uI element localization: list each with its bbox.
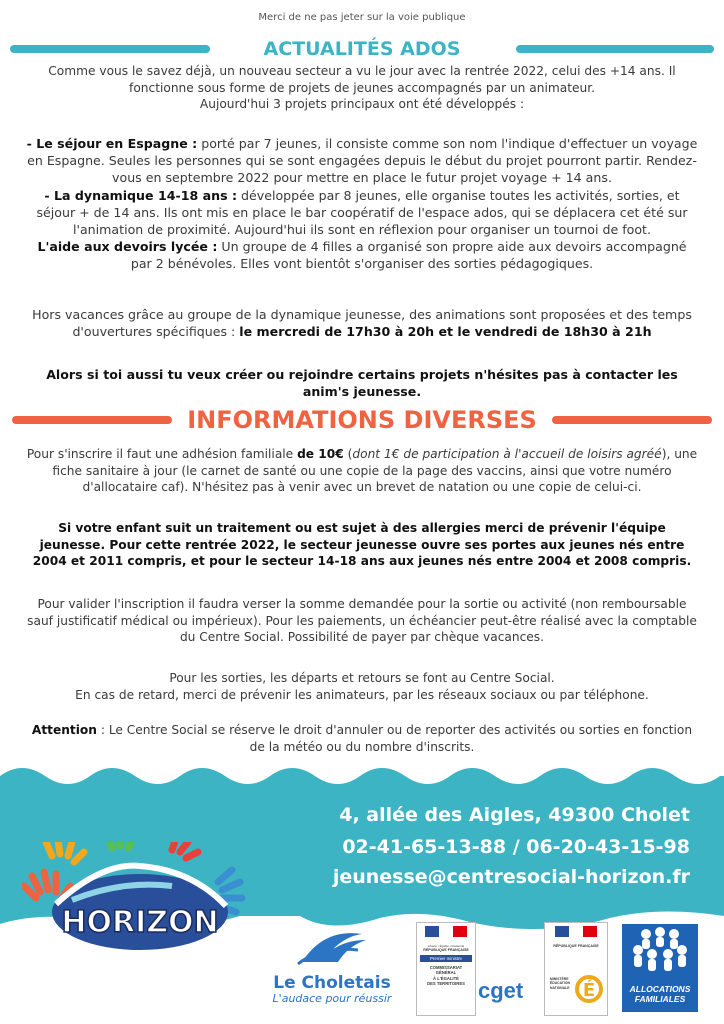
contact-phones: 02-41-65-13-88 / 06-20-43-15-98 — [342, 836, 690, 858]
caf-line: ALLOCATIONS — [629, 984, 691, 994]
info-text: En cas de retard, merci de prévenir les animateurs, par les réseaux sociaux ou par téléphone. — [75, 687, 649, 702]
fee-detail: dont 1€ de participation à l'accueil de loisirs agréé — [352, 447, 662, 461]
horizon-logo — [22, 842, 258, 962]
header-note: Merci de ne pas jeter sur la voie publique — [258, 12, 466, 23]
info-text: ( — [343, 447, 353, 461]
education-e-icon — [575, 967, 603, 1007]
info-paragraph-2: Si votre enfant suit un traitement ou est sujet à des allergies merci de prévenir l'équipe jeunesse. Pour cette rentrée 2022, le secteur jeunesse ouvre ses portes aux jeunes nés entre 2004 et 2011 compris, et pour le secteur 14-18 ans aux jeunes nés entre 2004 et 2008 compris. — [32, 521, 692, 568]
choletais-name: Le Choletais — [273, 973, 391, 993]
edu-republic: RÉPUBLIQUE FRANÇAISE — [553, 944, 599, 948]
choletais-tagline: L'audace pour réussir — [272, 992, 392, 1005]
info-text: : Le Centre Social se réserve le droit d'annuler ou de reporter des activités ou sorties en fonction de la météo ou du nombre d'inscrits. — [96, 723, 693, 754]
cget-line: DES TERRITOIRES — [427, 981, 465, 987]
call-to-action: Alors si toi aussi tu veux créer ou rejoindre certains projets n'hésites pas à contacter les anim's jeunesse. — [46, 367, 678, 399]
header-bar-right — [516, 45, 714, 53]
marianne-flag-icon — [417, 923, 475, 939]
cget-text — [417, 965, 475, 987]
project-item — [26, 135, 698, 187]
intro-text: Comme vous le savez déjà, un nouveau secteur a vu le jour avec la rentrée 2022, celui des +14 ans. Il fonctionne sous forme de projets de jeunes accompagnés par un animateur. — [48, 64, 676, 95]
edu-ministry: MINISTÈRE ÉDUCATION NATIONALE — [550, 977, 570, 990]
hours-text: Hors vacances grâce au groupe de la dynamique jeunesse, des animations sont proposées et des temps d'ouvertures spécifiques : — [32, 307, 692, 340]
project-item — [26, 238, 698, 272]
caf-text — [622, 984, 698, 1004]
info-text: Pour les sorties, les départs et retours se font au Centre Social. — [169, 671, 555, 685]
section-title: ACTUALITÉS ADOS — [263, 38, 461, 60]
info-paragraph-5 — [26, 722, 698, 755]
svg-text:É: É — [582, 980, 596, 1001]
project-text: Un groupe de 4 filles a organisé son propre aide aux devoirs accompagné par 2 bénévoles. Elles vont bientôt s'organiser des sorties pédagogiques. — [130, 239, 687, 272]
project-text: porté par 7 jeunes, il consiste comme son nom l'indique d'effectuer un voyage en Espagne. Seules les personnes qui se sont engagées depuis le début du projet pourront partir. Rendez-vous en septembre 2022 pour mettre en place le futur projet voyage + 14 ans. — [27, 136, 698, 186]
section-header-informations — [0, 402, 724, 438]
project-title: - Le séjour en Espagne : — [26, 136, 198, 151]
info-paragraph-4 — [26, 670, 698, 703]
cget-band: Premier ministre — [420, 955, 472, 962]
caf-logo — [622, 924, 698, 1012]
cget-line: GÉNÉRAL — [435, 970, 457, 976]
caf-line: FAMILIALES — [634, 994, 686, 1004]
cget-republic: RÉPUBLIQUE FRANÇAISE — [423, 948, 469, 952]
cget-line: À L'ÉGALITÉ — [433, 975, 459, 981]
family-figures-icon — [622, 924, 698, 980]
choletais-icon — [262, 924, 402, 970]
marianne-flag-icon — [545, 923, 607, 939]
hours-paragraph — [26, 306, 698, 341]
project-text: développée par 8 jeunes, elle organise toutes les activités, sorties, et séjour + de 14 ans. Ils ont mis en place le bar coopératif de l'espace ados, qui se déplacera cet été sur l'animation de proximité. Aujourd'hui ils sont en réflexion pour organiser un tournoi de foot. — [36, 187, 688, 238]
contact-address: 4, allée des Aigles, 49300 Cholet — [339, 804, 690, 826]
horizon-logo-text: HORIZON — [61, 905, 219, 940]
le-choletais-logo — [262, 924, 402, 1014]
cget-commissariat-logo — [416, 922, 476, 1016]
info-paragraph-3: Pour valider l'inscription il faudra verser la somme demandée pour la sortie ou activité (non remboursable sauf justificatif médical ou impérieux). Pour les paiements, un échéancier peut-être réalisé avec la comptable du Centre Social. Possibilité de payer par chèque vacances. — [27, 597, 697, 644]
education-nationale-logo — [544, 922, 608, 1016]
cget-header: Liberté • Égalité • Fraternité — [427, 944, 465, 948]
cget-wordmark: cget — [478, 978, 524, 1003]
attention-label: Attention — [31, 723, 97, 737]
info-text: Pour s'inscrire il faut une adhésion familiale — [26, 447, 298, 461]
contact-email[interactable]: jeunesse@centresocial-horizon.fr — [332, 866, 690, 888]
header-bar-right — [552, 416, 712, 424]
hours-bold: le mercredi de 17h30 à 20h et le vendredi de 18h30 à 21h — [239, 324, 652, 340]
info-paragraph-1 — [26, 446, 698, 496]
intro-text-2: Aujourd'hui 3 projets principaux ont été développés : — [199, 97, 525, 111]
project-title: - La dynamique 14-18 ans : — [44, 187, 237, 203]
project-item — [26, 187, 698, 239]
cget-line: COMMISSARIAT — [429, 965, 463, 970]
project-title: L'aide aux devoirs lycée : — [37, 239, 218, 255]
info-text: ), une fiche sanitaire à jour (le carnet de santé ou une copie de la page des vaccins, ainsi que votre numéro d'allocataire caf). N'hésitez pas à venir avec un brevet de natation ou une copie de celui-ci. — [52, 447, 698, 494]
fee-amount: de 10€ — [297, 447, 344, 461]
section-title: INFORMATIONS DIVERSES — [187, 406, 537, 434]
section-header-actualites — [0, 34, 724, 64]
projects-block — [26, 135, 698, 273]
intro-paragraph — [26, 63, 698, 113]
